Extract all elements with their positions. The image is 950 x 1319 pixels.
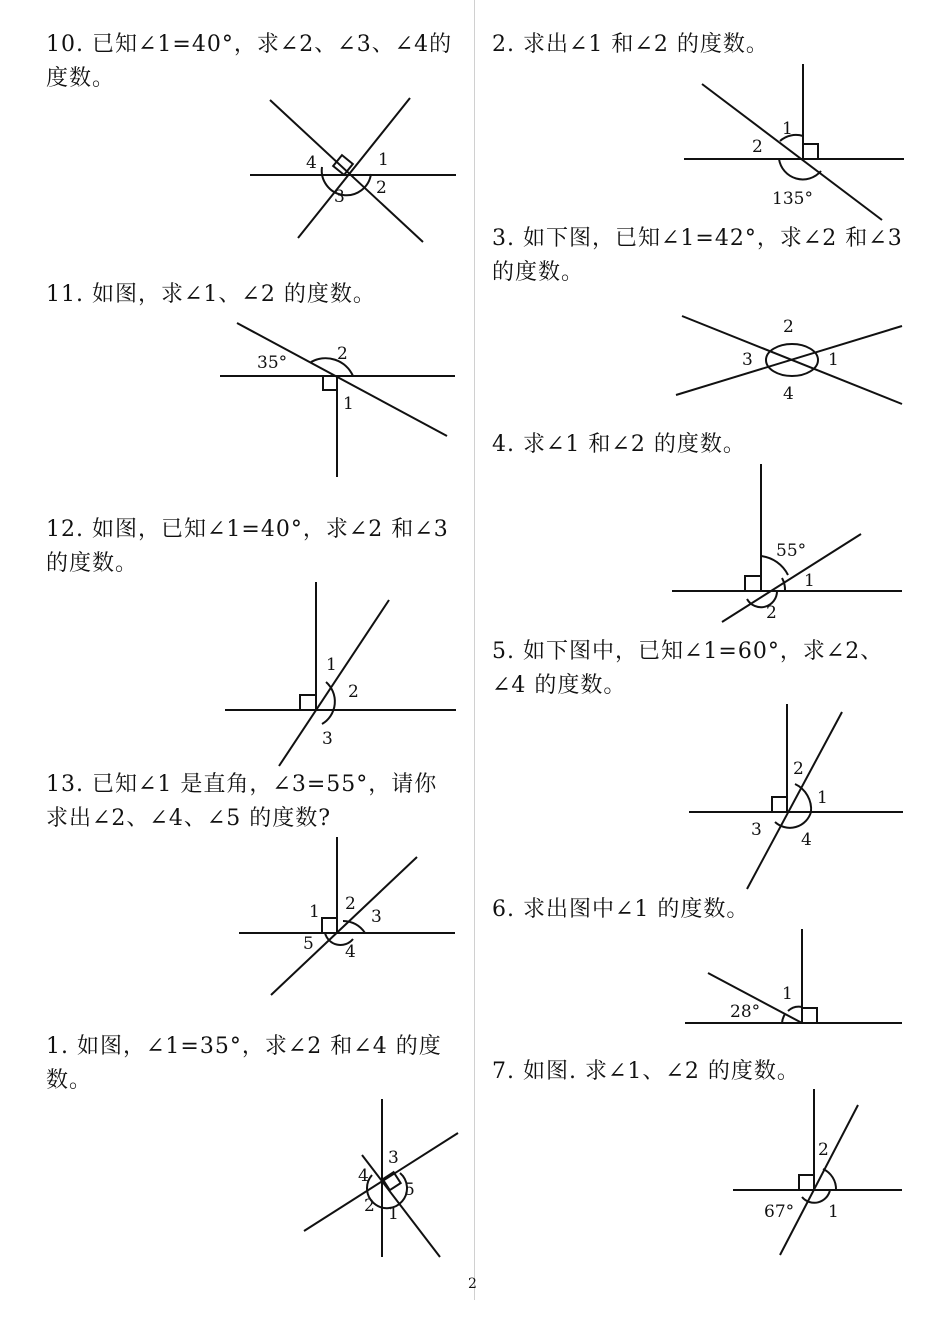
- figure-q7: [728, 1085, 908, 1260]
- page-number: 2: [468, 1276, 477, 1292]
- q7-label-2: 2: [818, 1140, 829, 1160]
- question-7-text: 7. 如图. 求∠1、∠2 的度数。: [492, 1059, 800, 1084]
- q10-label-2: 2: [376, 178, 387, 198]
- question-10-text: 10. 已知∠1=40°，求∠2、∠3、∠4的度数。: [46, 32, 453, 91]
- q3-label-4: 4: [783, 384, 794, 404]
- q10-label-4: 4: [306, 153, 317, 173]
- q7-label-1: 1: [828, 1202, 839, 1222]
- q6-label-28deg: 28°: [730, 1002, 761, 1022]
- q1-label-3: 3: [388, 1148, 399, 1168]
- q11-label-2: 2: [337, 344, 348, 364]
- q5-label-3: 3: [751, 820, 762, 840]
- q1-label-1: 1: [388, 1204, 399, 1224]
- q6-label-1: 1: [782, 984, 793, 1004]
- question-13-text: 13. 已知∠1 是直角，∠3=55°，请你求出∠2、∠4、∠5 的度数?: [46, 772, 438, 831]
- figure-q3: [670, 305, 910, 415]
- figure-q11: [215, 315, 460, 480]
- q2-label-135deg: 135°: [772, 189, 813, 209]
- figure-q10: [240, 90, 470, 250]
- q3-label-1: 1: [828, 350, 839, 370]
- question-5-text: 5. 如下图中，已知∠1=60°，求∠2、∠4 的度数。: [492, 639, 884, 698]
- figure-q6: [680, 925, 910, 1030]
- q10-label-3: 3: [334, 187, 345, 207]
- figure-q13: [235, 833, 465, 1003]
- q5-label-2: 2: [793, 759, 804, 779]
- q5-label-4: 4: [801, 830, 812, 850]
- q1-label-2: 2: [364, 1196, 375, 1216]
- question-11-text: 11. 如图，求∠1、∠2 的度数。: [46, 282, 376, 307]
- question-4-text: 4. 求∠1 和∠2 的度数。: [492, 432, 746, 457]
- figure-q12: [222, 578, 462, 768]
- q12-label-3: 3: [322, 729, 333, 749]
- q2-label-2: 2: [752, 137, 763, 157]
- q13-label-1: 1: [309, 902, 320, 922]
- question-3-text: 3. 如下图，已知∠1=42°，求∠2 和∠3 的度数。: [492, 226, 903, 285]
- q7-label-67deg: 67°: [764, 1202, 795, 1222]
- question-12-text: 12. 如图，已知∠1=40°，求∠2 和∠3 的度数。: [46, 517, 449, 576]
- q13-label-4: 4: [345, 942, 356, 962]
- q4-label-55deg: 55°: [776, 541, 807, 561]
- q11-label-35deg: 35°: [257, 353, 288, 373]
- figure-q4: [668, 460, 908, 630]
- q2-label-1: 1: [782, 119, 793, 139]
- question-6-text: 6. 求出图中∠1 的度数。: [492, 897, 750, 922]
- q5-label-1: 1: [817, 788, 828, 808]
- q1-label-5: 5: [404, 1180, 415, 1200]
- figure-q5: [685, 700, 910, 895]
- q3-label-3: 3: [742, 350, 753, 370]
- q4-label-1: 1: [804, 571, 815, 591]
- q13-label-2: 2: [345, 894, 356, 914]
- q3-label-2: 2: [783, 317, 794, 337]
- question-1-text: 1. 如图，∠1=35°，求∠2 和∠4 的度数。: [46, 1034, 442, 1093]
- q11-label-1: 1: [343, 394, 354, 414]
- q12-label-2: 2: [348, 682, 359, 702]
- column-divider: [474, 0, 475, 1300]
- q13-label-5: 5: [303, 934, 314, 954]
- figure-q2: [680, 60, 910, 225]
- q10-label-1: 1: [378, 150, 389, 170]
- q13-label-3: 3: [371, 907, 382, 927]
- q12-label-1: 1: [326, 655, 337, 675]
- figure-q1: [300, 1095, 465, 1260]
- q4-label-2: 2: [766, 603, 777, 623]
- question-2-text: 2. 求出∠1 和∠2 的度数。: [492, 32, 769, 57]
- q1-label-4: 4: [358, 1166, 369, 1186]
